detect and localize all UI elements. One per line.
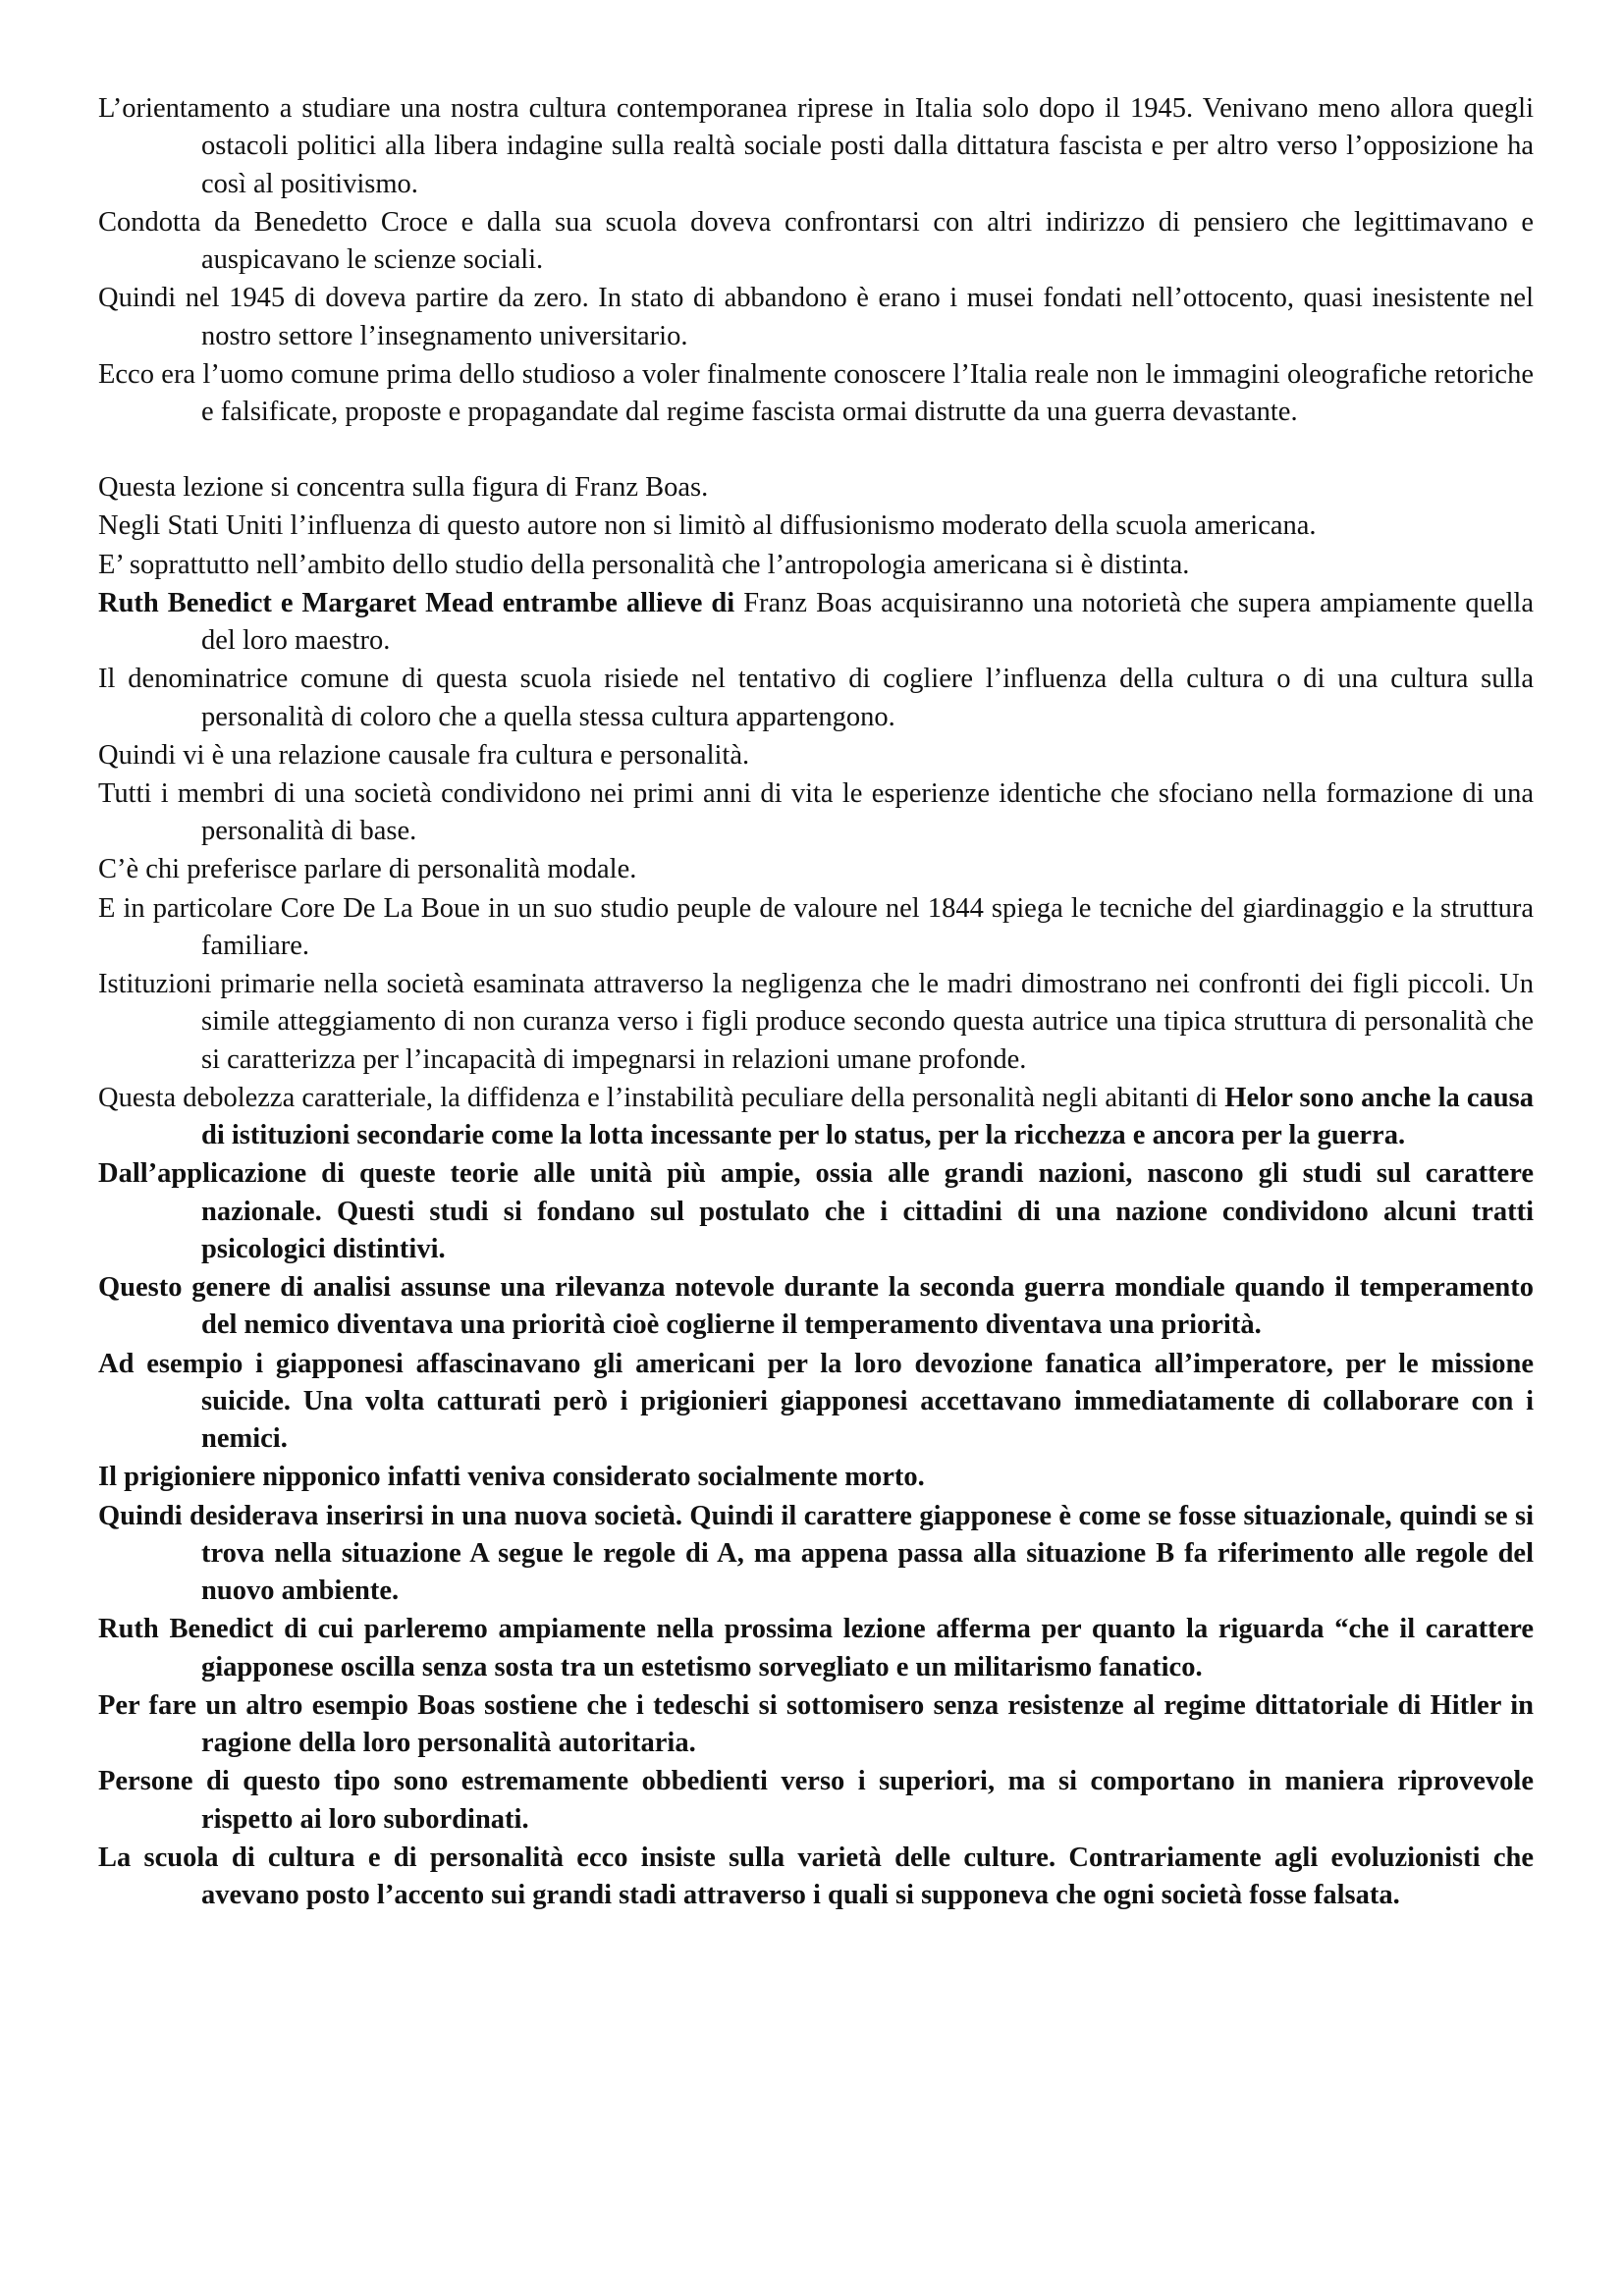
- text-segment: Istituzioni primarie nella società esaminata attraverso la negligenza che le madri dimostrano nei confronti dei figli piccoli. Un simile atteggiamento di non curanza verso i figli produce secondo questa autrice una tipica struttura di personalità che si caratterizza per l’incapacità di impegnarsi in relazioni umane profonde.: [98, 969, 1534, 1075]
- text-segment-bold: Persone di questo tipo sono estremamente obbedienti verso i superiori, ma si comportano in maniera riprovevole rispetto ai loro subordinati.: [98, 1766, 1534, 1835]
- paragraph-22: [98, 1687, 1534, 1763]
- paragraph-18: [98, 1346, 1534, 1459]
- text-segment: Quindi nel 1945 di doveva partire da zero. In stato di abbandono è erano i musei fondati nell’ottocento, quasi inesistente nel nostro settore l’insegnamento universitario.: [98, 283, 1534, 351]
- paragraph-21: [98, 1611, 1534, 1686]
- text-segment-bold: Quindi desiderava inserirsi in una nuova società. Quindi il carattere giapponese è come se fosse situazionale, quindi se si trova nella situazione A segue le regole di A, ma appena passa alla situazione B fa riferimento alle regole del nuovo ambiente.: [98, 1500, 1534, 1607]
- text-segment: Questa lezione si concentra sulla figura di Franz Boas.: [98, 472, 709, 504]
- section-spacer: [98, 432, 1534, 469]
- paragraph-16: [98, 1155, 1534, 1268]
- paragraph-6: [98, 507, 1534, 545]
- paragraph-12: [98, 851, 1534, 888]
- text-segment: E’ soprattutto nell’ambito dello studio della personalità che l’antropologia americana si è distinta.: [98, 549, 1190, 580]
- paragraph-17: [98, 1269, 1534, 1345]
- text-segment: Tutti i membri di una società condividono nei primi anni di vita le esperienze identiche che sfociano nella formazione di una personalità di base.: [98, 777, 1534, 847]
- paragraph-19: [98, 1459, 1534, 1496]
- text-segment-bold: Per fare un altro esempio Boas sostiene che i tedeschi si sottomisero senza resistenze al regime dittatoriale di Hitler in ragione della loro personalità autoritaria.: [98, 1689, 1534, 1759]
- paragraph-9: [98, 661, 1534, 736]
- text-segment-bold: La scuola di cultura e di personalità ecco insiste sulla varietà delle culture. Contrariamente agli evoluzionisti che avevano posto l’accento sui grandi stadi attraverso i quali si supponeva che ogni società fosse falsata.: [98, 1842, 1534, 1911]
- paragraph-11: [98, 775, 1534, 851]
- paragraph-14: [98, 966, 1534, 1079]
- text-segment: Quindi vi è una relazione causale fra cultura e personalità.: [98, 739, 750, 771]
- paragraph-24: [98, 1840, 1534, 1915]
- text-segment-bold: Helor sono anche la causa di istituzioni secondarie come la lotta incessante per lo status, per la ricchezza e ancora per la guerra.: [201, 1082, 1534, 1151]
- document-page: [98, 90, 1534, 1915]
- text-segment: Il denominatrice comune di questa scuola risiede nel tentativo di cogliere l’influenza della cultura o di una cultura sulla personalità di coloro che a quella stessa cultura appartengono.: [98, 664, 1534, 732]
- paragraph-1: [98, 90, 1534, 203]
- paragraph-4: [98, 356, 1534, 432]
- paragraph-3: [98, 280, 1534, 355]
- text-segment: L’orientamento a studiare una nostra cultura contemporanea riprese in Italia solo dopo il 1945. Venivano meno allora quegli ostacoli politici alla libera indagine sulla realtà sociale posti dalla dittatura fascista e per altro verso l’opposizione ha così al positivismo.: [98, 93, 1534, 199]
- text-segment: Franz Boas acquisiranno una notorietà che supera ampiamente quella del loro maestro.: [201, 587, 1534, 657]
- paragraph-20: [98, 1498, 1534, 1611]
- text-segment: C’è chi preferisce parlare di personalità modale.: [98, 854, 637, 885]
- text-segment: Ecco era l’uomo comune prima dello studioso a voler finalmente conoscere l’Italia reale non le immagini oleografiche retoriche e falsificate, proposte e propagandate dal regime fascista ormai distrutte da una guerra devastante.: [98, 358, 1534, 428]
- text-segment-bold: Dall’applicazione di queste teorie alle unità più ampie, ossia alle grandi nazioni, nascono gli studi sul carattere nazionale. Questi studi si fondano sul postulato che i cittadini di una nazione condividono alcuni tratti psicologici distintivi.: [98, 1158, 1534, 1264]
- text-segment-bold: Ad esempio i giapponesi affascinavano gli americani per la loro devozione fanatica all’imperatore, per le missione suicide. Una volta catturati però i prigionieri giapponesi accettavano immediatamente di collaborare con i nemici.: [98, 1348, 1534, 1455]
- text-segment: Questa debolezza caratteriale, la diffidenza e l’instabilità peculiare della personalità negli abitanti di: [98, 1082, 1225, 1113]
- paragraph-8: [98, 585, 1534, 661]
- text-segment: Condotta da Benedetto Croce e dalla sua scuola doveva confrontarsi con altri indirizzo di pensiero che legittimavano e auspicavano le scienze sociali.: [98, 206, 1534, 276]
- paragraph-10: [98, 737, 1534, 774]
- paragraph-13: [98, 890, 1534, 966]
- text-segment: E in particolare Core De La Boue in un suo studio peuple de valoure nel 1844 spiega le tecniche del giardinaggio e la struttura familiare.: [98, 892, 1534, 961]
- paragraph-15: [98, 1080, 1534, 1155]
- paragraph-5: [98, 469, 1534, 507]
- text-segment-bold: Il prigioniere nipponico infatti veniva considerato socialmente morto.: [98, 1462, 925, 1493]
- text-segment-bold: Ruth Benedict di cui parleremo ampiamente nella prossima lezione afferma per quanto la riguarda “che il carattere giapponese oscilla senza sosta tra un estetismo sorvegliato e un militarismo fanatico.: [98, 1614, 1534, 1682]
- paragraph-7: [98, 547, 1534, 584]
- text-segment: Negli Stati Uniti l’influenza di questo autore non si limitò al diffusionismo moderato della scuola americana.: [98, 510, 1317, 542]
- text-segment-bold: Questo genere di analisi assunse una rilevanza notevole durante la seconda guerra mondiale quando il temperamento del nemico diventava una priorità cioè coglierne il temperamento diventava una priorità.: [98, 1272, 1534, 1341]
- paragraph-2: [98, 204, 1534, 280]
- paragraph-23: [98, 1763, 1534, 1839]
- text-segment-bold: Ruth Benedict e Margaret Mead entrambe allieve di: [98, 587, 735, 618]
